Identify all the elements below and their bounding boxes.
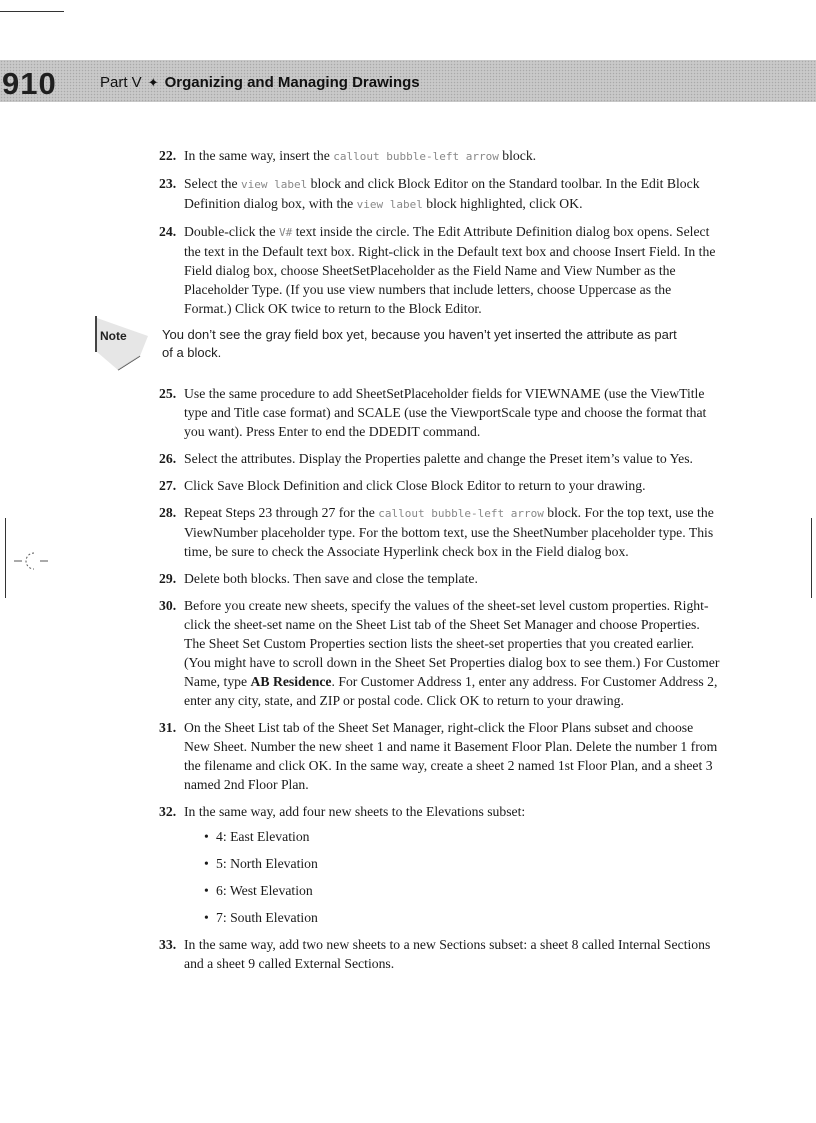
step-number: 22. [159, 148, 177, 163]
step-number: 26. [159, 451, 177, 466]
bullet-icon: • [204, 856, 209, 871]
step-33: 33. In the same way, add two new sheets to a new Sections subset: a sheet 8 called Internal Sections and a sheet 9 called External Sections. [159, 937, 711, 971]
code-text: view label [241, 178, 308, 191]
bullet-list [184, 827, 722, 927]
note-icon [88, 312, 158, 382]
step-28: 28. Repeat Steps 23 through 27 for the callout bubble-left arrow block. For the top text, use the ViewNumber placeholder type. For the bottom text, use the SheetNumber placeholder type. This time, be sure to check the Associate Hyperlink check box in the Field dialog box. [159, 505, 714, 559]
main-content [100, 146, 722, 981]
step-number: 24. [159, 224, 177, 239]
step-number: 30. [159, 598, 177, 613]
step-26: 26. Select the attributes. Display the Properties palette and change the Preset item’s value to Yes. [159, 451, 693, 466]
crop-mark-top [0, 11, 64, 12]
crop-mark-right [811, 518, 812, 598]
step-number: 25. [159, 386, 177, 401]
bullet-icon: • [204, 829, 209, 844]
list-item: • 5: North Elevation [204, 856, 318, 871]
step-number: 29. [159, 571, 177, 586]
step-24: 24. Double-click the V# text inside the circle. The Edit Attribute Definition dialog box opens. Select the text in the Default text box. Right-click in the Default text box and choose Insert Field. In the Field dialog box, choose SheetSetPlaceholder as the Field Name and View Number as the Placeholder Type. (If you use view numbers that include letters, choose Uppercase as the Format.) Click OK twice to return to the Block Editor. [159, 224, 716, 316]
step-30: 30. Before you create new sheets, specify the values of the sheet-set level custom properties. Right-click the sheet-set name on the Sheet List tab of the Sheet Set Manager and choose Properties. The Sheet Set Custom Properties section lists the sheet-set properties that you created earlier. (You might have to scroll down in the Sheet Set Properties dialog box to see them.) For Customer Name, type AB Residence. For Customer Address 1, enter any address. For Customer Address 2, enter any city, state, and ZIP or postal code. Click OK to return to your drawing. [159, 598, 720, 708]
note-callout [100, 326, 722, 370]
crop-mark-left [5, 518, 6, 598]
step-29: 29. Delete both blocks. Then save and close the template. [159, 571, 478, 586]
step-number: 32. [159, 804, 177, 819]
code-text: callout bubble-left arrow [378, 507, 544, 520]
diamond-separator-icon: ✦ [147, 75, 159, 90]
step-22: 22. In the same way, insert the callout bubble-left arrow block. [159, 148, 537, 163]
chapter-title: Organizing and Managing Drawings [164, 74, 420, 91]
step-number: 28. [159, 505, 177, 520]
list-item: • 6: West Elevation [204, 883, 313, 898]
list-item: • 7: South Elevation [204, 910, 318, 925]
part-label: Part V [100, 74, 142, 91]
step-number: 27. [159, 478, 177, 493]
bullet-icon: • [204, 883, 209, 898]
list-item: • 4: East Elevation [204, 829, 310, 844]
step-27: 27. Click Save Block Definition and click Close Block Editor to return to your drawing. [159, 478, 646, 493]
bold-text: AB Residence [250, 674, 332, 689]
bullet-icon: • [204, 910, 209, 925]
registration-mark-icon [14, 548, 48, 574]
step-32: 32. In the same way, add four new sheets to the Elevations subset: • 4: East Elevation • 5: North Elevation • 6: West Elevation • 7: South Elevation [162, 802, 722, 927]
note-text: You don’t see the gray field box yet, because you haven’t yet inserted the attribute as part of a block. [162, 327, 677, 360]
step-number: 23. [159, 176, 177, 191]
step-number: 31. [159, 720, 177, 735]
step-number: 33. [159, 937, 177, 952]
code-text: callout bubble-left arrow [333, 150, 499, 163]
step-23: 23. Select the view label block and click Block Editor on the Standard toolbar. In the Edit Block Definition dialog box, with the view label block highlighted, click OK. [159, 176, 700, 211]
note-label: Note [100, 329, 127, 343]
running-head [100, 74, 420, 91]
code-text: view label [356, 198, 423, 211]
code-text: V# [279, 226, 293, 239]
step-25: 25. Use the same procedure to add SheetSetPlaceholder fields for VIEWNAME (use the ViewTitle type and Title case format) and SCALE (use the ViewportScale type and choose the format that you want). Press Enter to end the DDEDIT command. [159, 386, 707, 439]
page-number: 910 [2, 66, 57, 101]
step-31: 31. On the Sheet List tab of the Sheet Set Manager, right-click the Floor Plans subset and choose New Sheet. Number the new sheet 1 and name it Basement Floor Plan. Delete the number 1 from the filename and click OK. In the same way, create a sheet 2 named 1st Floor Plan, and a sheet 3 named 2nd Floor Plan. [159, 720, 718, 792]
